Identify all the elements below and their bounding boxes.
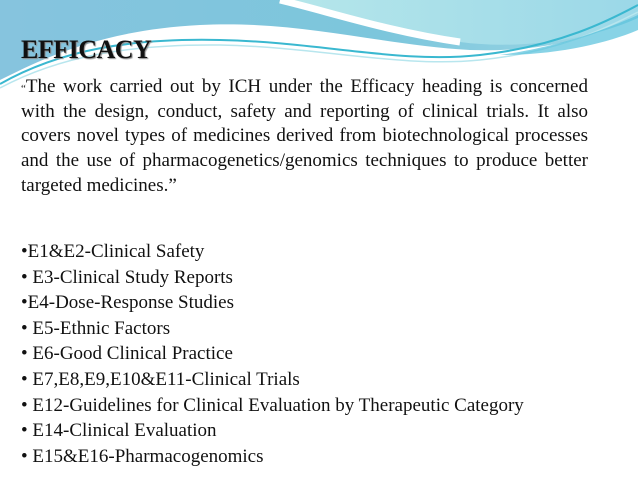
list-item: • E14-Clinical Evaluation [21,420,217,442]
list-item: • E15&E16-Pharmacogenomics [21,445,264,467]
guideline-list [21,239,524,469]
slide-title: EFFICACY [21,35,152,64]
paragraph-text: The work carried out by ICH under the Efficacy heading is concerned with the design, conduct, safety and reporting of clinical trials. It also covers novel types of medicines derived from biotechnological processes and the use of pharmacogenetics/genomics techniques to produce better targeted medicines.” [21,76,588,196]
list-item: •E4-Dose-Response Studies [21,292,234,314]
list-item: • E6-Good Clinical Practice [21,343,233,365]
list-item: • E3-Clinical Study Reports [21,266,233,288]
list-item: •E1&E2-Clinical Safety [21,241,205,262]
list-item: • E5-Ethnic Factors [21,317,171,339]
opening-quote: “ [21,83,26,95]
list-item: • E12-Guidelines for Clinical Evaluation by Therapeutic Category [21,394,524,416]
list-item: • E7,E8,E9,E10&E11-Clinical Trials [21,368,300,390]
efficacy-description [21,75,588,199]
